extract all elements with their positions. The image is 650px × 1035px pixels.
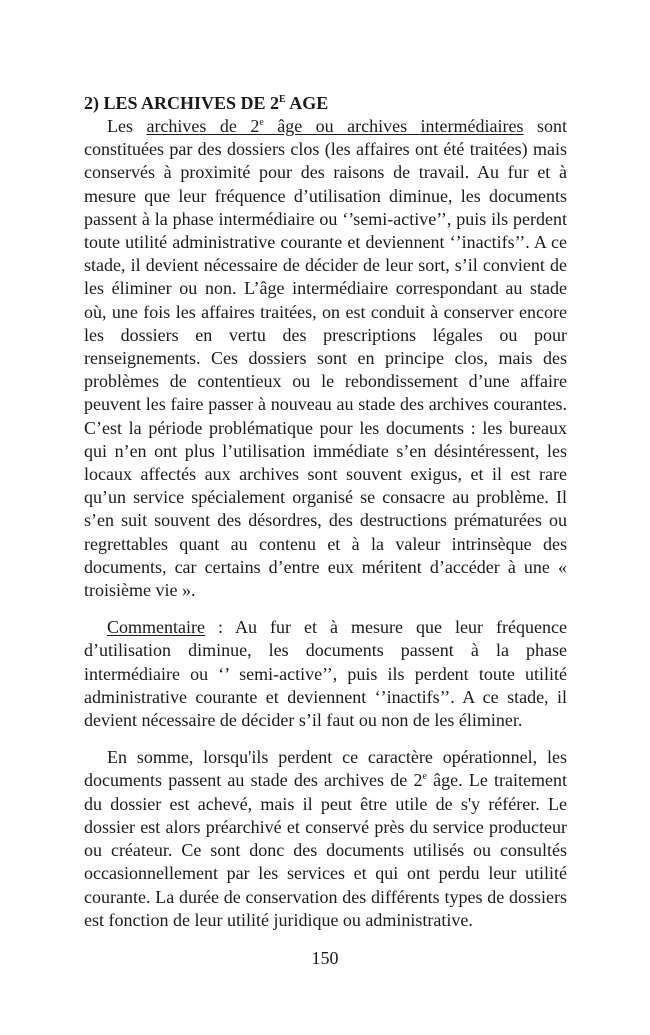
commentaire-label: Commentaire — [107, 617, 205, 638]
page-content — [84, 92, 567, 932]
paragraph-definition-start: Les — [107, 116, 147, 136]
summary-rest: âge. Le traitement du dossier est achevé, mais il peut être utile de s'y référer. Le dossier est alors préarchivé et conservé près du service producteur ou créateur. Ce sont donc des documents utilisés ou consultés occasionnellement par les services et qui ont perdu leur utilité courante. La durée de conservation des différents types de dossiers est fonction de leur utilité juridique ou administrative. — [84, 770, 567, 930]
section-heading-suffix: AGE — [285, 93, 329, 113]
summary-superscript: e — [422, 771, 427, 783]
page-number: 150 — [311, 948, 339, 968]
section-heading — [84, 92, 567, 115]
section-heading-superscript: E — [279, 94, 286, 105]
paragraph-definition-rest: sont constituées par des dossiers clos (les affaires ont été traitées) mais conservés à proximité pour des raisons de travail. Au fur et à mesure que leur fréquence d’utilisation diminue, les documents passent à la phase intermédiaire ou ‘’semi-active’’, puis ils perdent toute utilité administrative courante et deviennent ‘’inactifs’’. A ce stade, il devient nécessaire de décider de leur sort, s’il convient de les éliminer ou non. L’âge intermédiaire correspondant au stade où, une fois les affaires traitées, on est conduit à conserver encore les dossiers en vertu des prescriptions légales ou pour renseignements. Ces dossiers sont en principe clos, mais des problèmes de contentieux ou le rebondissement d’une affaire peuvent les faire passer à nouveau au stade des archives courantes. C’est la période problématique pour les documents : les bureaux qui n’en ont plus l’utilisation immédiate s’en désintéressent, les locaux affectés aux archives sont souvent exigus, et il est rare qu’un service spécialement organisé se consacre au problème. Il s’en suit souvent des désordres, des destructions prématurées ou regrettables quant au contenu et à la valeur intrinsèque des documents, car certains d’entre eux méritent d’accéder à une « troisième vie ». — [84, 116, 567, 601]
underlined-term — [146, 116, 523, 136]
paragraph-commentaire — [84, 616, 567, 732]
summary-start: En somme, lorsqu'ils perdent ce caractère opérationnel, les documents passent au stade des archives de 2 — [84, 747, 567, 791]
paragraph-gap — [84, 602, 567, 616]
underlined-term-part-b: âge ou archives intermédiaires — [263, 116, 524, 136]
underlined-term-part-a: archives de 2 — [146, 116, 260, 136]
paragraph-summary — [84, 746, 567, 932]
section-heading-text: 2) LES ARCHIVES DE 2 — [84, 93, 280, 113]
paragraph-definition — [84, 115, 567, 602]
commentaire-text: : Au fur et à mesure que leur fréquence d’utilisation diminue, les documents passent à la phase intermédiaire ou ‘’ semi-active’’, puis ils perdent toute utilité administrative courante et deviennent ‘’inactifs’’. A ce stade, il devient nécessaire de décider s’il faut ou non de les éliminer. — [84, 617, 567, 731]
paragraph-gap — [84, 732, 567, 746]
underlined-term-superscript: e — [259, 117, 264, 128]
